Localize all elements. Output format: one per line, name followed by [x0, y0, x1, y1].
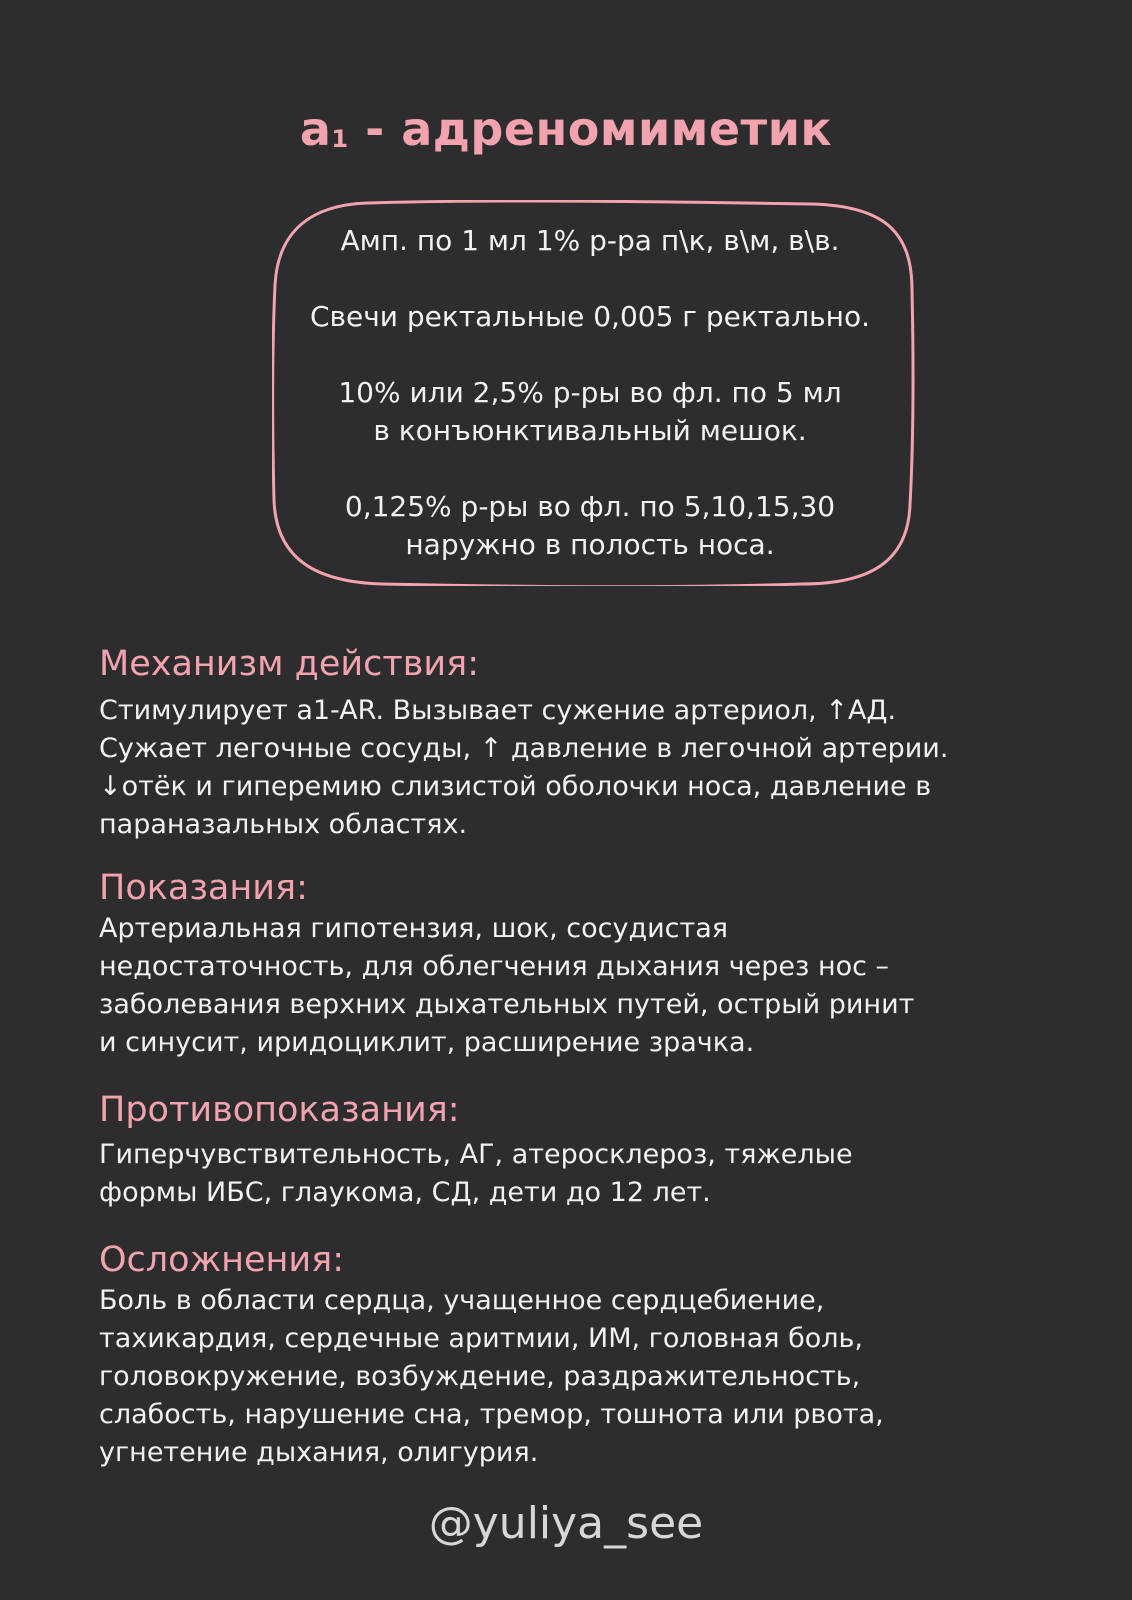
complications-section — [99, 1238, 1049, 1472]
mechanism-heading: Механизм действия: — [99, 644, 479, 684]
indications-line: Артериальная гипотензия, шок, сосудистая — [99, 913, 729, 944]
author-handle: @yuliya_see — [428, 1498, 704, 1549]
form-eye-drops-line-2: в конъюнктивальный мешок. — [373, 414, 807, 447]
form-nasal-drops-line-1: 0,125% р-ры во фл. по 5,10,15,30 — [344, 490, 836, 523]
title-rest: - адреномиметик — [348, 102, 833, 156]
form-ampoules: Амп. по 1 мл 1% р-ра п\к, в\м, в\в. — [340, 224, 840, 257]
mechanism-line: параназальных областях. — [99, 809, 468, 840]
form-suppositories: Свечи ректальные 0,005 г ректально. — [309, 300, 871, 333]
mechanism-section — [99, 642, 1049, 844]
complications-line: головокружение, возбуждение, раздражительность, — [99, 1361, 861, 1392]
mechanism-line: ↓отёк и гиперемию слизистой оболочки носа, давление в — [99, 771, 932, 802]
mechanism-line: Сужает легочные сосуды, ↑ давление в легочной артерии. — [99, 733, 949, 764]
form-eye-drops-line-1: 10% или 2,5% р-ры во фл. по 5 мл — [338, 376, 842, 409]
complications-line: тахикардия, сердечные аритмии, ИМ, головная боль, — [99, 1323, 863, 1354]
title-subscript: 1 — [331, 125, 349, 153]
indications-line: заболевания верхних дыхательных путей, острый ринит — [99, 989, 915, 1020]
indications-line: недостаточность, для облегчения дыхания через нос – — [99, 951, 890, 982]
complications-line: слабость, нарушение сна, тремор, тошнота или рвота, — [99, 1399, 884, 1430]
contraindications-section — [99, 1088, 1049, 1212]
form-nasal-drops-line-2: наружно в полость носа. — [405, 528, 775, 561]
contraindications-line: Гиперчувствительность, АГ, атеросклероз, тяжелые — [99, 1139, 853, 1170]
complications-line: угнетение дыхания, олигурия. — [99, 1437, 539, 1468]
page-title — [0, 102, 1132, 156]
mechanism-line: Стимулирует a1-AR. Вызывает сужение артериол, ↑АД. — [99, 695, 897, 726]
contraindications-heading: Противопоказания: — [99, 1090, 460, 1130]
indications-heading: Показания: — [99, 868, 308, 908]
indications-section — [99, 866, 1049, 1062]
complications-line: Боль в области сердца, учащенное сердцебиение, — [99, 1285, 825, 1316]
indications-line: и синусит, иридоциклит, расширение зрачка. — [99, 1027, 755, 1058]
dosage-forms-box — [272, 200, 926, 586]
title-prefix: a — [299, 102, 332, 156]
contraindications-line: формы ИБС, глаукома, СД, дети до 12 лет. — [99, 1177, 711, 1208]
complications-heading: Осложнения: — [99, 1240, 344, 1280]
